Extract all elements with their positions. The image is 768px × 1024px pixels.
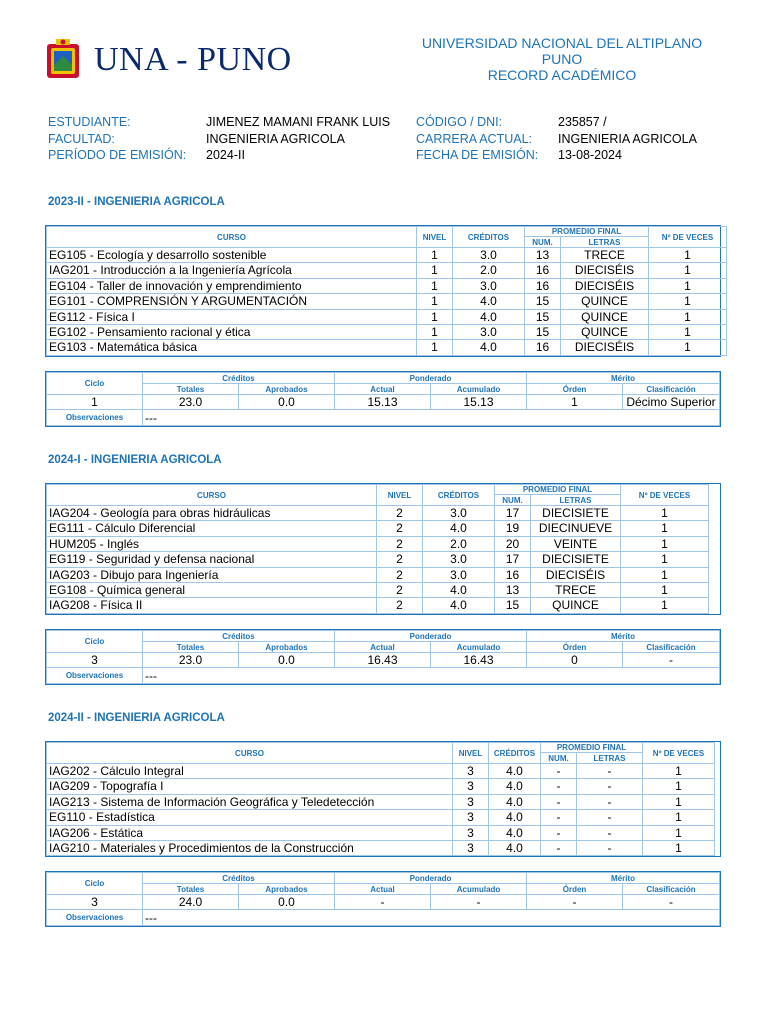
- course-grade-num: -: [541, 825, 577, 840]
- col-aprobados: Aprobados: [239, 642, 335, 653]
- course-grade-num: 13: [525, 248, 561, 263]
- course-level: 2: [377, 583, 423, 598]
- summary-ciclo: 3: [47, 895, 143, 910]
- table-row: [47, 309, 727, 324]
- col-merito-group: Mérito: [527, 373, 720, 384]
- course-name: EG102 - Pensamiento racional y ética: [47, 325, 417, 340]
- course-grade-num: 17: [495, 552, 531, 567]
- course-level: 1: [417, 340, 453, 355]
- course-grade-num: 15: [495, 598, 531, 613]
- course-grade-num: 15: [525, 325, 561, 340]
- course-times: 1: [621, 567, 709, 582]
- summary-clasificacion: -: [623, 895, 720, 910]
- course-grade-num: 20: [495, 536, 531, 551]
- col-num: NUM.: [525, 237, 561, 248]
- observations-value: ---: [143, 910, 720, 926]
- col-clasificacion: Clasificación: [623, 884, 720, 895]
- course-times: 1: [643, 810, 715, 825]
- col-creditos-group: Créditos: [143, 373, 335, 384]
- summary-totales: 23.0: [143, 395, 239, 410]
- course-grade-num: -: [541, 841, 577, 856]
- course-times: 1: [643, 841, 715, 856]
- summary-orden: 1: [527, 395, 623, 410]
- course-name: EG108 - Química general: [47, 583, 377, 598]
- course-level: 1: [417, 278, 453, 293]
- period-label: PERÍODO DE EMISIÓN:: [48, 148, 187, 162]
- col-clasificacion: Clasificación: [623, 642, 720, 653]
- course-credits: 2.0: [453, 263, 525, 278]
- summary-table: [45, 629, 721, 685]
- course-times: 1: [621, 506, 709, 521]
- col-curso: CURSO: [47, 743, 453, 764]
- col-acumulado: Acumulado: [431, 642, 527, 653]
- table-row: [47, 536, 720, 551]
- course-name: IAG202 - Cálculo Integral: [47, 764, 453, 779]
- faculty-value: INGENIERIA AGRICOLA: [206, 131, 345, 146]
- course-times: 1: [621, 536, 709, 551]
- period-value: 2024-II: [206, 148, 245, 162]
- course-name: EG119 - Seguridad y defensa nacional: [47, 552, 377, 567]
- course-times: 1: [621, 583, 709, 598]
- course-times: 1: [621, 598, 709, 613]
- course-credits: 4.0: [489, 810, 541, 825]
- col-merito-group: Mérito: [527, 873, 720, 884]
- summary-table: [45, 871, 721, 927]
- course-grade-letters: QUINCE: [561, 294, 649, 309]
- course-grade-num: -: [541, 810, 577, 825]
- table-row: [47, 764, 720, 779]
- col-totales: Totales: [143, 884, 239, 895]
- table-row: [47, 506, 720, 521]
- course-grade-letters: QUINCE: [561, 325, 649, 340]
- course-grade-letters: DIECISIETE: [531, 506, 621, 521]
- course-name: EG101 - COMPRENSIÓN Y ARGUMENTACIÓN: [47, 294, 417, 309]
- col-ponderado-group: Ponderado: [335, 631, 527, 642]
- university-city: PUNO: [541, 51, 583, 67]
- course-credits: 4.0: [489, 779, 541, 794]
- col-letras: LETRAS: [577, 753, 643, 764]
- course-name: EG104 - Taller de innovación y emprendimiento: [47, 278, 417, 293]
- course-grade-letters: -: [577, 810, 643, 825]
- course-name: IAG201 - Introducción a la Ingeniería Agrícola: [47, 263, 417, 278]
- course-credits: 3.0: [423, 567, 495, 582]
- course-grade-num: 19: [495, 521, 531, 536]
- observations-label: Observaciones: [47, 668, 143, 684]
- course-credits: 3.0: [453, 325, 525, 340]
- summary-aprobados: 0.0: [239, 653, 335, 668]
- summary-row: [47, 395, 720, 410]
- col-totales: Totales: [143, 642, 239, 653]
- course-level: 3: [453, 779, 489, 794]
- course-grade-num: 16: [525, 263, 561, 278]
- summary-aprobados: 0.0: [239, 895, 335, 910]
- code-label: CÓDIGO / DNI:: [416, 115, 503, 129]
- col-aprobados: Aprobados: [239, 384, 335, 395]
- student-label: ESTUDIANTE:: [48, 115, 131, 129]
- course-name: IAG206 - Estática: [47, 825, 453, 840]
- course-credits: 3.0: [423, 506, 495, 521]
- university-heading: [392, 35, 732, 83]
- course-credits: 3.0: [453, 278, 525, 293]
- course-name: EG105 - Ecología y desarrollo sostenible: [47, 248, 417, 263]
- course-grade-letters: -: [577, 825, 643, 840]
- course-grade-letters: TRECE: [561, 248, 649, 263]
- course-credits: 4.0: [489, 764, 541, 779]
- course-level: 3: [453, 810, 489, 825]
- table-row: [47, 325, 727, 340]
- col-letras: LETRAS: [531, 495, 621, 506]
- document-title: RECORD ACADÉMICO: [487, 67, 637, 83]
- course-grade-letters: DIECISÉIS: [561, 263, 649, 278]
- table-row: [47, 779, 720, 794]
- col-acumulado: Acumulado: [431, 884, 527, 895]
- summary-totales: 23.0: [143, 653, 239, 668]
- course-grade-num: 15: [525, 309, 561, 324]
- course-times: 1: [649, 248, 727, 263]
- col-veces: Nº DE VECES: [621, 485, 709, 506]
- col-promedio-final: PROMEDIO FINAL: [541, 743, 643, 753]
- course-times: 1: [649, 263, 727, 278]
- course-credits: 4.0: [423, 521, 495, 536]
- summary-row: [47, 895, 720, 910]
- observations-label: Observaciones: [47, 910, 143, 926]
- course-times: 1: [649, 340, 727, 355]
- summary-orden: 0: [527, 653, 623, 668]
- table-row: [47, 521, 720, 536]
- course-grade-letters: QUINCE: [531, 598, 621, 613]
- course-name: EG110 - Estadística: [47, 810, 453, 825]
- course-level: 1: [417, 325, 453, 340]
- summary-orden: -: [527, 895, 623, 910]
- col-orden: Órden: [527, 884, 623, 895]
- course-level: 1: [417, 309, 453, 324]
- col-creditos-group: Créditos: [143, 873, 335, 884]
- course-credits: 2.0: [423, 536, 495, 551]
- course-name: IAG210 - Materiales y Procedimientos de la Construcción: [47, 841, 453, 856]
- course-grade-num: 16: [525, 340, 561, 355]
- faculty-label: FACULTAD:: [48, 131, 115, 146]
- course-name: IAG203 - Dibujo para Ingeniería: [47, 567, 377, 582]
- period-title: 2024-I - INGENIERIA AGRICOLA: [48, 454, 222, 466]
- university-name: UNIVERSIDAD NACIONAL DEL ALTIPLANO: [421, 35, 703, 51]
- summary-table: [45, 371, 721, 427]
- course-grade-num: 15: [525, 294, 561, 309]
- course-grade-letters: -: [577, 794, 643, 809]
- period-title: 2023-II - INGENIERIA AGRICOLA: [48, 196, 225, 208]
- course-times: 1: [643, 794, 715, 809]
- course-credits: 3.0: [453, 248, 525, 263]
- course-grade-num: 16: [525, 278, 561, 293]
- logo: [44, 38, 292, 82]
- summary-acumulado: 16.43: [431, 653, 527, 668]
- course-grade-letters: DIECISÉIS: [561, 340, 649, 355]
- course-level: 2: [377, 521, 423, 536]
- col-creditos: CRÉDITOS: [423, 485, 495, 506]
- course-credits: 4.0: [423, 598, 495, 613]
- col-orden: Órden: [527, 384, 623, 395]
- observations-row: [47, 910, 720, 926]
- career-value: INGENIERIA AGRICOLA: [558, 131, 697, 146]
- col-ciclo: Ciclo: [47, 373, 143, 395]
- course-credits: 4.0: [453, 294, 525, 309]
- observations-label: Observaciones: [47, 410, 143, 426]
- table-row: [47, 841, 720, 856]
- student-info: [48, 114, 728, 164]
- summary-acumulado: 15.13: [431, 395, 527, 410]
- col-num: NUM.: [541, 753, 577, 764]
- course-times: 1: [649, 294, 727, 309]
- course-name: IAG204 - Geología para obras hidráulicas: [47, 506, 377, 521]
- summary-clasificacion: Décimo Superior: [623, 395, 720, 410]
- table-row: [47, 263, 727, 278]
- col-merito-group: Mérito: [527, 631, 720, 642]
- course-grade-num: -: [541, 779, 577, 794]
- col-acumulado: Acumulado: [431, 384, 527, 395]
- course-grade-letters: -: [577, 764, 643, 779]
- course-credits: 4.0: [489, 825, 541, 840]
- course-times: 1: [649, 325, 727, 340]
- col-creditos: CRÉDITOS: [489, 743, 541, 764]
- col-nivel: NIVEL: [453, 743, 489, 764]
- summary-row: [47, 653, 720, 668]
- course-times: 1: [643, 825, 715, 840]
- course-name: IAG213 - Sistema de Información Geográfica y Teledetección: [47, 794, 453, 809]
- col-veces: Nº DE VECES: [649, 227, 727, 248]
- col-orden: Órden: [527, 642, 623, 653]
- code-value: 235857 /: [558, 115, 607, 129]
- date-value: 13-08-2024: [558, 148, 622, 162]
- course-times: 1: [649, 278, 727, 293]
- university-shield-icon: [44, 38, 82, 82]
- course-credits: 4.0: [489, 794, 541, 809]
- course-grade-letters: VEINTE: [531, 536, 621, 551]
- course-level: 2: [377, 506, 423, 521]
- col-promedio-final: PROMEDIO FINAL: [525, 227, 649, 237]
- course-grade-letters: -: [577, 841, 643, 856]
- summary-actual: 16.43: [335, 653, 431, 668]
- observations-value: ---: [143, 668, 720, 684]
- period-section: [45, 195, 721, 425]
- course-credits: 4.0: [453, 309, 525, 324]
- date-label: FECHA DE EMISIÓN:: [416, 148, 539, 162]
- course-grade-num: -: [541, 794, 577, 809]
- col-veces: Nº DE VECES: [643, 743, 715, 764]
- table-row: [47, 810, 720, 825]
- period-section: [45, 453, 721, 683]
- col-ciclo: Ciclo: [47, 873, 143, 895]
- table-row: [47, 567, 720, 582]
- course-times: 1: [643, 764, 715, 779]
- course-level: 2: [377, 552, 423, 567]
- course-level: 3: [453, 841, 489, 856]
- table-row: [47, 794, 720, 809]
- table-row: [47, 248, 727, 263]
- course-times: 1: [621, 552, 709, 567]
- course-grade-num: 13: [495, 583, 531, 598]
- course-table: [45, 741, 721, 857]
- table-row: [47, 278, 727, 293]
- col-actual: Actual: [335, 642, 431, 653]
- period-section: [45, 711, 721, 925]
- table-row: [47, 552, 720, 567]
- course-level: 3: [453, 825, 489, 840]
- logo-text: UNA - PUNO: [94, 41, 292, 78]
- course-level: 2: [377, 598, 423, 613]
- course-credits: 3.0: [423, 552, 495, 567]
- course-level: 3: [453, 794, 489, 809]
- summary-ciclo: 3: [47, 653, 143, 668]
- col-aprobados: Aprobados: [239, 884, 335, 895]
- course-grade-num: -: [541, 764, 577, 779]
- col-curso: CURSO: [47, 227, 417, 248]
- course-credits: 4.0: [423, 583, 495, 598]
- col-creditos-group: Créditos: [143, 631, 335, 642]
- course-level: 1: [417, 294, 453, 309]
- course-times: 1: [621, 521, 709, 536]
- course-grade-letters: QUINCE: [561, 309, 649, 324]
- course-level: 1: [417, 263, 453, 278]
- col-nivel: NIVEL: [377, 485, 423, 506]
- col-ciclo: Ciclo: [47, 631, 143, 653]
- course-name: EG111 - Cálculo Diferencial: [47, 521, 377, 536]
- course-level: 2: [377, 536, 423, 551]
- observations-value: ---: [143, 410, 720, 426]
- course-times: 1: [649, 309, 727, 324]
- table-row: [47, 294, 727, 309]
- summary-aprobados: 0.0: [239, 395, 335, 410]
- period-title: 2024-II - INGENIERIA AGRICOLA: [48, 712, 225, 724]
- course-times: 1: [643, 779, 715, 794]
- course-level: 1: [417, 248, 453, 263]
- col-actual: Actual: [335, 384, 431, 395]
- col-clasificacion: Clasificación: [623, 384, 720, 395]
- summary-actual: -: [335, 895, 431, 910]
- col-num: NUM.: [495, 495, 531, 506]
- summary-clasificacion: -: [623, 653, 720, 668]
- col-curso: CURSO: [47, 485, 377, 506]
- course-level: 2: [377, 567, 423, 582]
- summary-actual: 15.13: [335, 395, 431, 410]
- col-creditos: CRÉDITOS: [453, 227, 525, 248]
- table-row: [47, 340, 727, 355]
- summary-ciclo: 1: [47, 395, 143, 410]
- col-promedio-final: PROMEDIO FINAL: [495, 485, 621, 495]
- course-grade-letters: DIECISÉIS: [531, 567, 621, 582]
- col-totales: Totales: [143, 384, 239, 395]
- course-grade-letters: TRECE: [531, 583, 621, 598]
- observations-row: [47, 668, 720, 684]
- course-name: EG112 - Física I: [47, 309, 417, 324]
- course-grade-letters: DIECISIETE: [531, 552, 621, 567]
- course-table: [45, 483, 721, 615]
- table-row: [47, 598, 720, 613]
- course-grade-num: 17: [495, 506, 531, 521]
- course-name: IAG208 - Física II: [47, 598, 377, 613]
- col-ponderado-group: Ponderado: [335, 873, 527, 884]
- course-grade-letters: DIECISÉIS: [561, 278, 649, 293]
- course-grade-letters: DIECINUEVE: [531, 521, 621, 536]
- course-name: HUM205 - Inglés: [47, 536, 377, 551]
- col-nivel: NIVEL: [417, 227, 453, 248]
- student-value: JIMENEZ MAMANI FRANK LUIS: [206, 115, 391, 129]
- observations-row: [47, 410, 720, 426]
- course-name: EG103 - Matemática básica: [47, 340, 417, 355]
- col-ponderado-group: Ponderado: [335, 373, 527, 384]
- summary-acumulado: -: [431, 895, 527, 910]
- col-letras: LETRAS: [561, 237, 649, 248]
- table-row: [47, 825, 720, 840]
- col-actual: Actual: [335, 884, 431, 895]
- course-grade-letters: -: [577, 779, 643, 794]
- course-table: [45, 225, 721, 357]
- summary-totales: 24.0: [143, 895, 239, 910]
- course-name: IAG209 - Topografía I: [47, 779, 453, 794]
- course-credits: 4.0: [489, 841, 541, 856]
- course-level: 3: [453, 764, 489, 779]
- course-grade-num: 16: [495, 567, 531, 582]
- course-credits: 4.0: [453, 340, 525, 355]
- career-label: CARRERA ACTUAL:: [416, 131, 533, 146]
- table-row: [47, 583, 720, 598]
